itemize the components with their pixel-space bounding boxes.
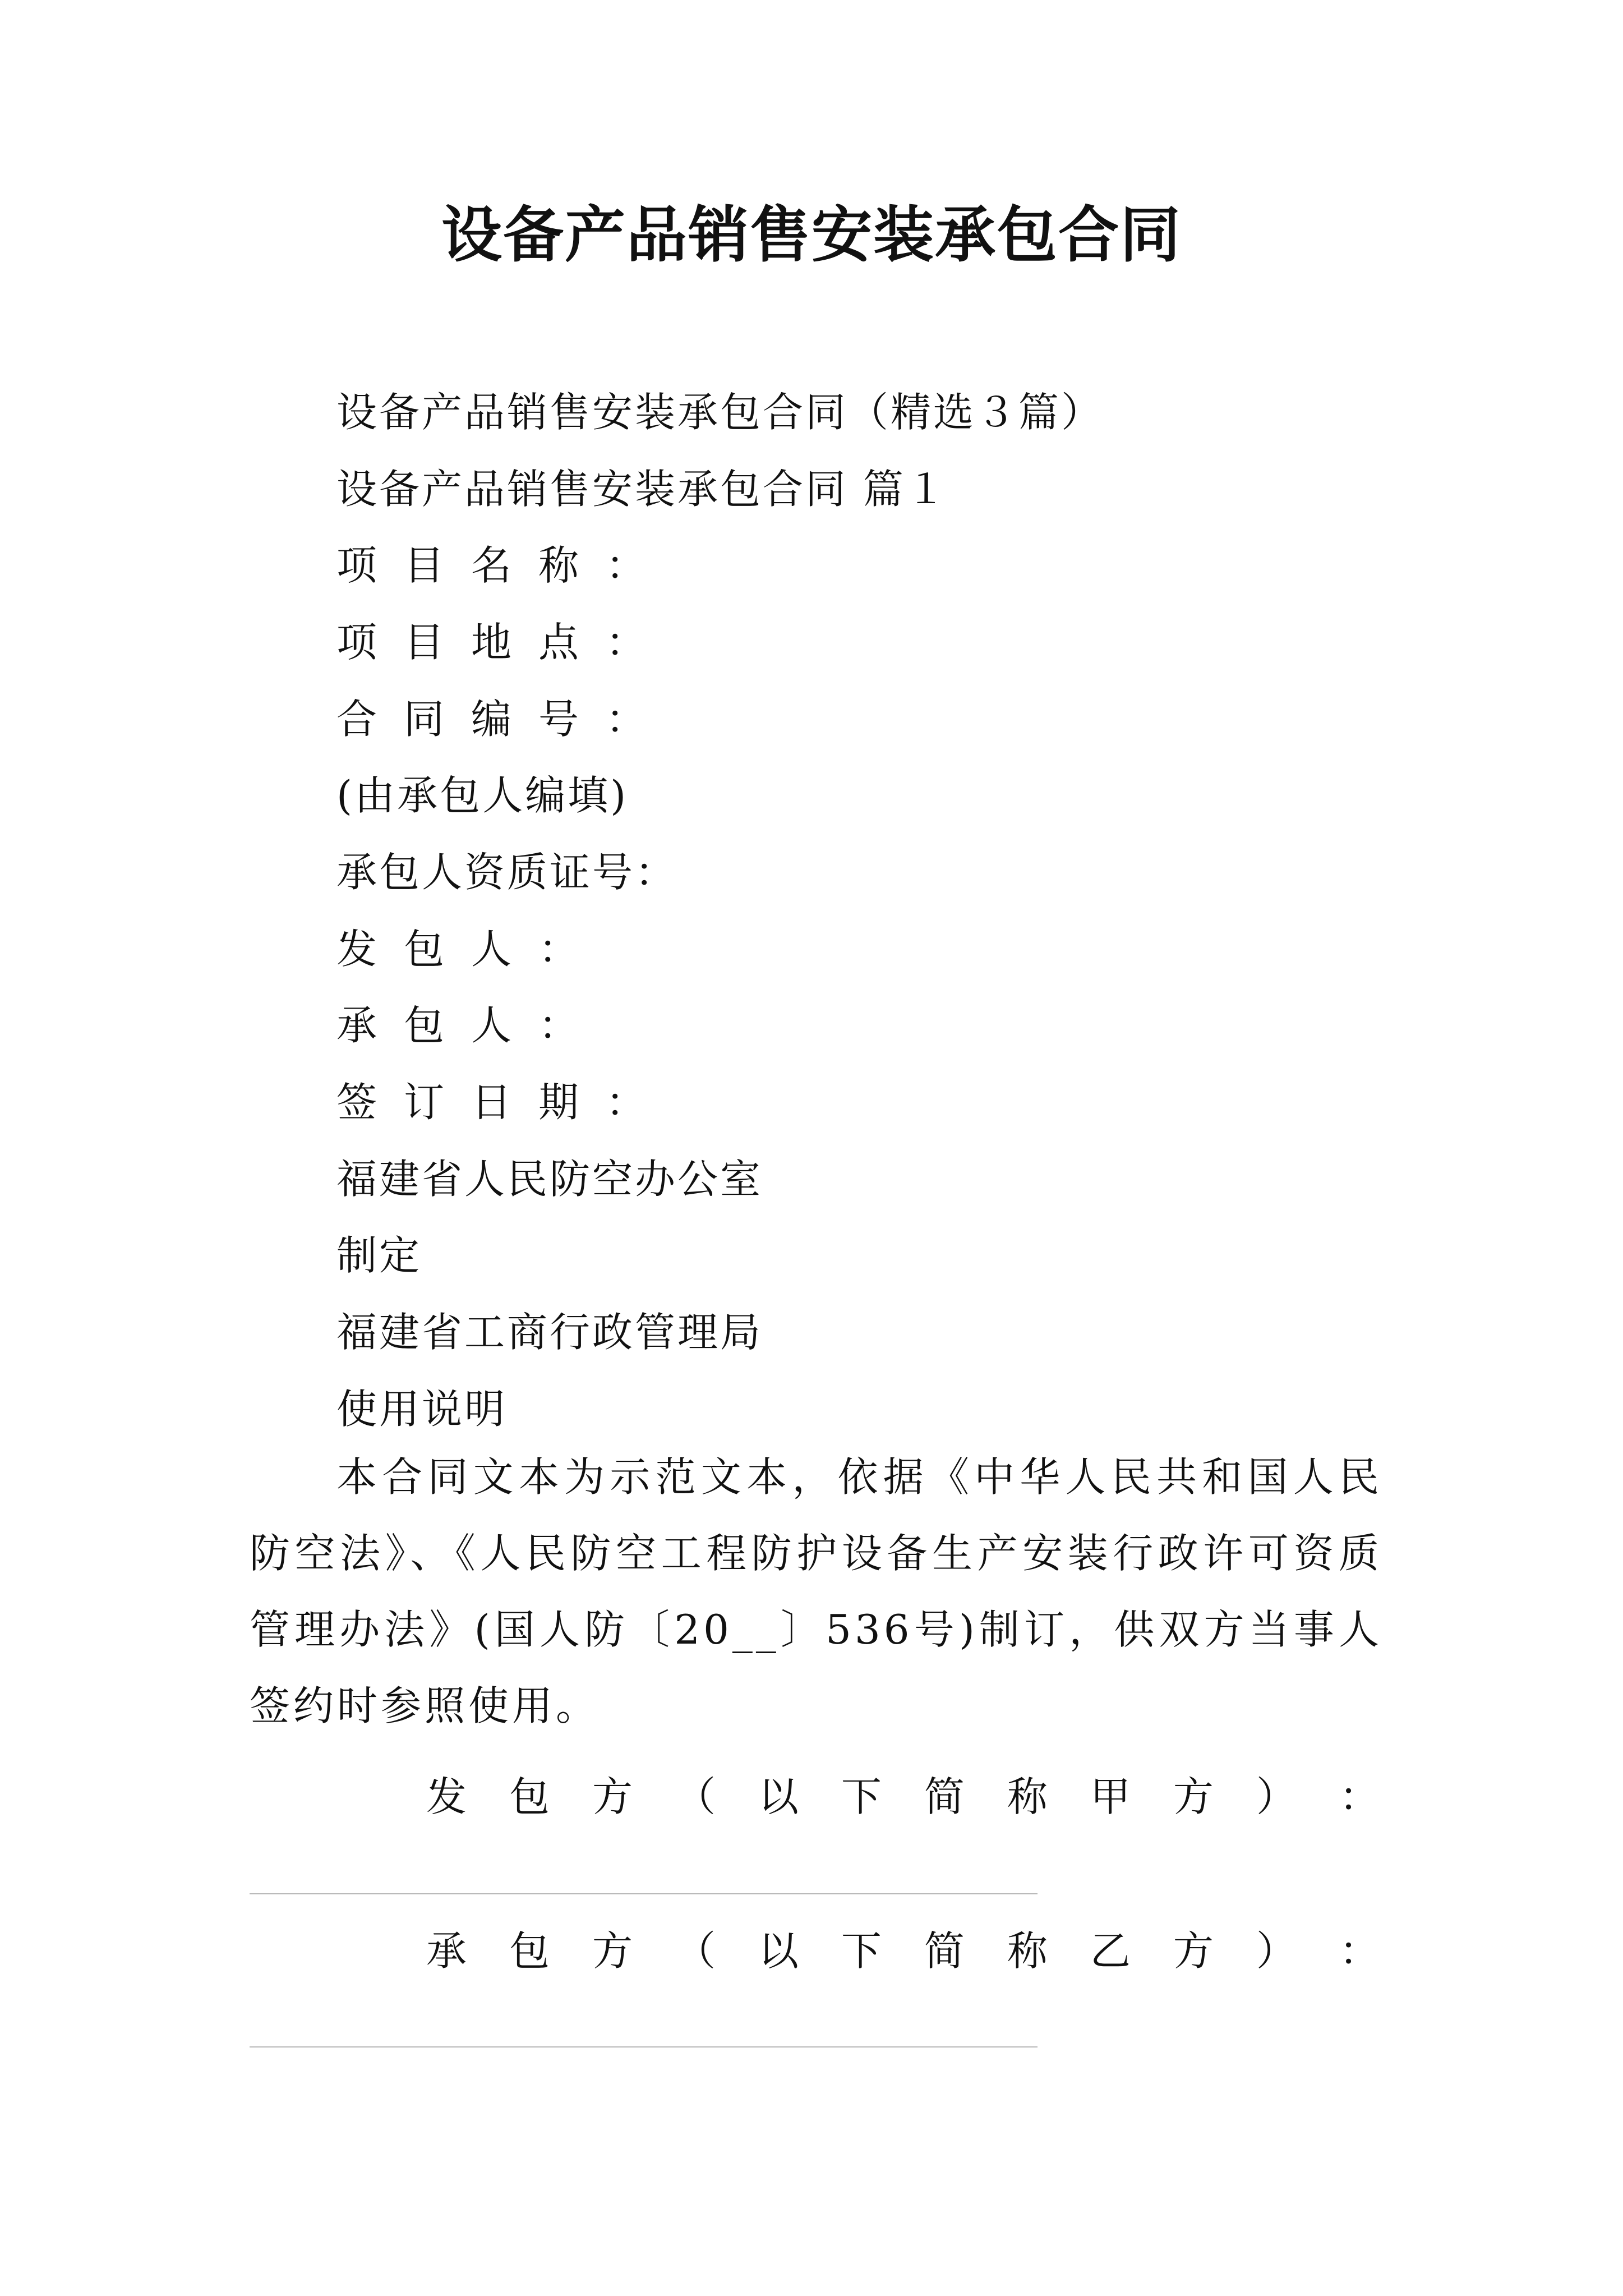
party-b-char: 称: [1007, 1927, 1048, 1975]
party-a-char: 方: [592, 1773, 633, 1820]
party-a-char: 简: [924, 1773, 965, 1820]
party-b-char: 方: [592, 1927, 633, 1975]
party-a-line: [426, 1769, 1380, 1825]
subtitle: 设备产品销售安装承包合同（精选３篇）: [336, 389, 1104, 436]
party-a-underline: [250, 1893, 1038, 1894]
party-b-char: （: [675, 1927, 716, 1975]
party-b-char: 包: [509, 1927, 550, 1975]
party-b-char: 承: [426, 1927, 467, 1975]
project-name-label: 项目名称：: [336, 542, 674, 589]
party-a-char: 以: [758, 1773, 799, 1820]
party-a-char: 发: [426, 1773, 467, 1820]
contractor-label: 承包人：: [336, 1002, 606, 1049]
party-a-char: 下: [841, 1773, 882, 1820]
party-a-char: 方: [1173, 1773, 1214, 1820]
party-a-char: ）: [1256, 1773, 1297, 1820]
party-a-char: ：: [1339, 1773, 1380, 1820]
party-b-underline: [250, 2046, 1038, 2047]
party-b-char: 方: [1173, 1927, 1214, 1975]
party-a-char: 称: [1007, 1773, 1048, 1820]
party-b-char: ：: [1339, 1927, 1380, 1975]
employer-label: 发包人：: [336, 926, 606, 973]
section-heading: 设备产品销售安装承包合同 篇１: [336, 466, 948, 513]
usage-heading: 使用说明: [336, 1386, 508, 1433]
qualification-number-label: 承包人资质证号：: [336, 849, 678, 896]
party-a-char: （: [675, 1773, 716, 1820]
party-b-char: 以: [758, 1927, 799, 1975]
party-b-char: 乙: [1090, 1927, 1131, 1975]
party-a-char: 包: [509, 1773, 550, 1820]
party-b-char: 下: [841, 1927, 882, 1975]
issued-by-text: 制定: [336, 1232, 422, 1279]
party-b-char: ）: [1256, 1927, 1297, 1975]
document-title: 设备产品销售安装承包合同: [441, 200, 1182, 270]
issuer-2: 福建省工商行政管理局: [336, 1309, 763, 1356]
party-b-line: [426, 1923, 1380, 1979]
party-a-char: 甲: [1090, 1773, 1131, 1820]
signing-date-label: 签订日期：: [336, 1079, 674, 1126]
contract-number-note: (由承包人编填): [336, 772, 629, 819]
party-b-char: 简: [924, 1927, 965, 1975]
contract-number-label: 合同编号：: [336, 696, 674, 743]
usage-paragraph: 本合同文本为示范文本，依据《中华人民共和国人民防空法》、《人民防空工程防护设备生产安装行政许可资质管理办法》(国人防〔20__〕536号)制订，供双方当事人签约时参照使用。: [250, 1453, 1382, 1729]
project-location-label: 项目地点：: [336, 619, 674, 666]
issuer-1: 福建省人民防空办公室: [336, 1156, 763, 1203]
